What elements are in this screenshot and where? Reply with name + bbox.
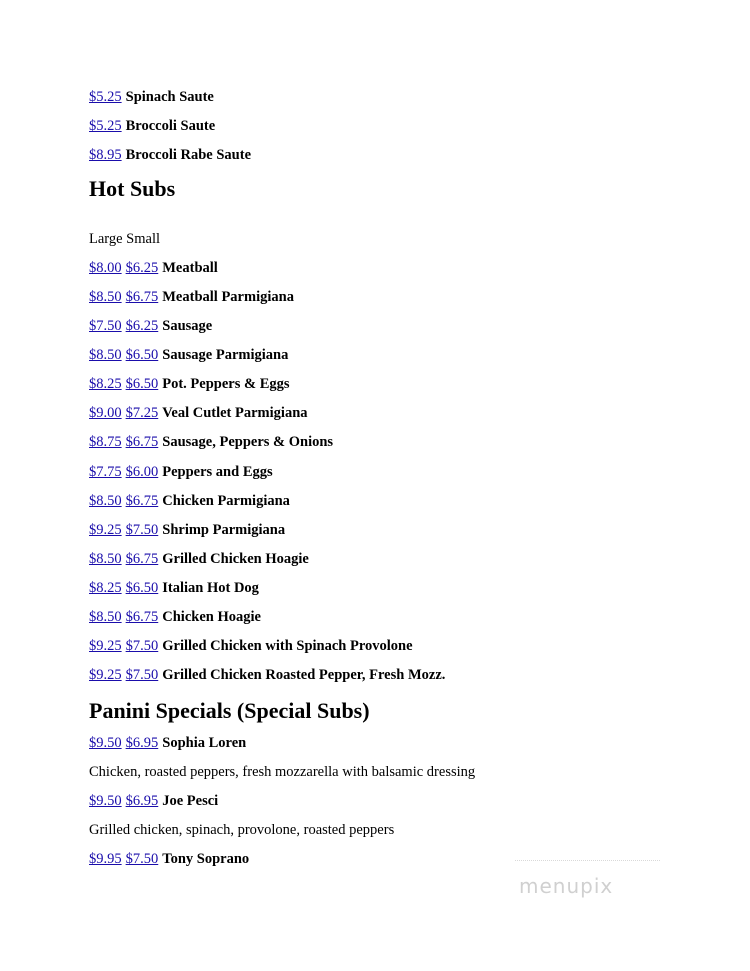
large-price-link[interactable]: $9.00	[89, 405, 122, 421]
small-price-link[interactable]: $6.50	[125, 580, 159, 596]
item-description: Chicken, roasted peppers, fresh mozzarella with balsamic dressing	[89, 764, 476, 780]
small-price-link[interactable]: $6.25	[125, 318, 159, 334]
menu-item	[89, 375, 290, 393]
item-name: Peppers and Eggs	[162, 464, 273, 480]
small-price-link[interactable]: $6.50	[125, 376, 159, 392]
large-price-link[interactable]: $8.50	[89, 609, 122, 625]
small-price-link[interactable]: $6.00	[125, 464, 159, 480]
large-price-link[interactable]: $8.50	[89, 347, 122, 363]
item-name: Meatball	[162, 260, 218, 276]
menu-item	[89, 492, 290, 510]
item-name: Chicken Parmigiana	[162, 493, 290, 509]
small-price-link[interactable]: $7.50	[125, 667, 159, 683]
menu-item	[89, 146, 251, 164]
large-price-link[interactable]: $9.50	[89, 735, 122, 751]
small-price-link[interactable]: $6.95	[125, 735, 159, 751]
menu-item	[89, 734, 246, 752]
menu-item	[89, 433, 333, 451]
small-price-link[interactable]: $6.75	[125, 289, 159, 305]
small-price-link[interactable]: $6.25	[125, 260, 159, 276]
large-price-link[interactable]: $8.25	[89, 376, 122, 392]
small-price-link[interactable]: $6.95	[125, 793, 159, 809]
item-name: Sausage, Peppers & Onions	[162, 434, 334, 450]
menu-item	[89, 346, 288, 364]
item-name: Broccoli Saute	[125, 118, 216, 134]
section-heading-hot-subs: Hot Subs	[89, 176, 176, 201]
item-name: Tony Soprano	[162, 851, 250, 867]
large-price-link[interactable]: $9.25	[89, 522, 122, 538]
large-price-link[interactable]: $8.75	[89, 434, 122, 450]
large-price-link[interactable]: $7.75	[89, 464, 122, 480]
menupix-watermark	[515, 860, 660, 908]
large-price-link[interactable]: $8.50	[89, 493, 122, 509]
small-price-link[interactable]: $6.75	[125, 493, 159, 509]
item-name: Spinach Saute	[125, 89, 214, 105]
menu-item	[89, 521, 285, 539]
menu-item	[89, 404, 308, 422]
large-price-link[interactable]: $8.50	[89, 289, 122, 305]
menu-item	[89, 259, 218, 277]
small-price-link[interactable]: $7.25	[125, 405, 159, 421]
menu-item	[89, 550, 309, 568]
large-price-link[interactable]: $7.50	[89, 318, 122, 334]
menu-item	[89, 579, 259, 597]
small-price-link[interactable]: $7.50	[125, 638, 159, 654]
item-name: Grilled Chicken with Spinach Provolone	[162, 638, 413, 654]
price-link[interactable]: $8.95	[89, 147, 122, 163]
menu-item	[89, 792, 218, 810]
item-name: Grilled Chicken Roasted Pepper, Fresh Mozz.	[162, 667, 446, 683]
menu-item	[89, 288, 294, 306]
large-price-link[interactable]: $8.50	[89, 551, 122, 567]
item-name: Veal Cutlet Parmigiana	[162, 405, 308, 421]
menu-item	[89, 117, 215, 135]
item-name: Sausage	[162, 318, 213, 334]
watermark-text: menupix	[519, 874, 614, 898]
item-name: Italian Hot Dog	[162, 580, 259, 596]
item-name: Broccoli Rabe Saute	[125, 147, 252, 163]
large-price-link[interactable]: $8.00	[89, 260, 122, 276]
size-header: Large Small	[89, 231, 161, 247]
menu-item	[89, 317, 212, 335]
small-price-link[interactable]: $6.75	[125, 609, 159, 625]
item-name: Shrimp Parmigiana	[162, 522, 286, 538]
small-price-link[interactable]: $6.50	[125, 347, 159, 363]
small-price-link[interactable]: $6.75	[125, 551, 159, 567]
section-heading-panini-specials: Panini Specials (Special Subs)	[89, 698, 370, 723]
large-price-link[interactable]: $9.25	[89, 667, 122, 683]
item-name: Meatball Parmigiana	[162, 289, 294, 305]
price-link[interactable]: $5.25	[89, 118, 122, 134]
large-price-link[interactable]: $9.95	[89, 851, 122, 867]
menu-item	[89, 463, 273, 481]
menu-item	[89, 637, 413, 655]
large-price-link[interactable]: $9.25	[89, 638, 122, 654]
small-price-link[interactable]: $7.50	[125, 851, 159, 867]
item-name: Grilled Chicken Hoagie	[162, 551, 309, 567]
small-price-link[interactable]: $7.50	[125, 522, 159, 538]
item-name: Joe Pesci	[162, 793, 219, 809]
small-price-link[interactable]: $6.75	[125, 434, 159, 450]
item-name: Sophia Loren	[162, 735, 247, 751]
menu-item	[89, 666, 445, 684]
watermark-rule	[515, 860, 660, 861]
menu-item	[89, 608, 261, 626]
menu-item	[89, 850, 249, 868]
menu-item	[89, 88, 214, 106]
item-description: Grilled chicken, spinach, provolone, roasted peppers	[89, 822, 395, 838]
item-name: Chicken Hoagie	[162, 609, 261, 625]
item-name: Pot. Peppers & Eggs	[162, 376, 290, 392]
large-price-link[interactable]: $8.25	[89, 580, 122, 596]
large-price-link[interactable]: $9.50	[89, 793, 122, 809]
item-name: Sausage Parmigiana	[162, 347, 289, 363]
price-link[interactable]: $5.25	[89, 89, 122, 105]
